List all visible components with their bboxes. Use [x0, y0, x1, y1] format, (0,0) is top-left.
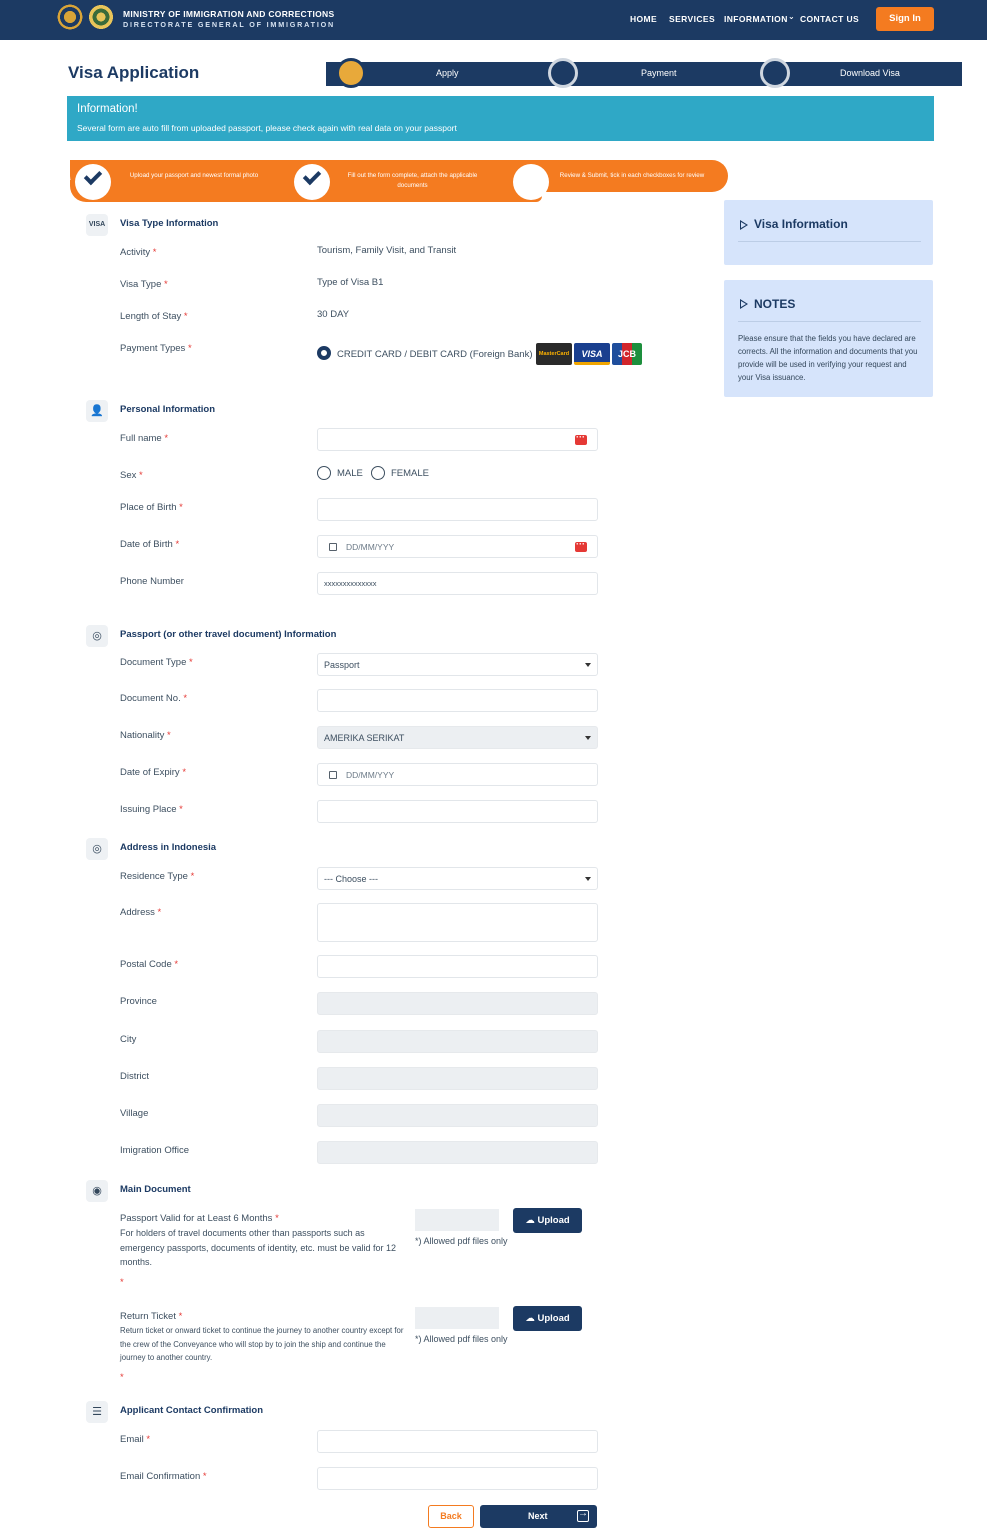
ministry-name: MINISTRY OF IMMIGRATION AND CORRECTIONS [123, 9, 335, 19]
issuing-input[interactable] [317, 800, 598, 823]
notes-title: NOTES [754, 297, 796, 311]
expiry-label: Date of Expiry * [120, 767, 187, 778]
postal-input[interactable] [317, 955, 598, 978]
date-of-birth-input[interactable] [317, 535, 598, 558]
list-icon: ☰ [86, 1401, 108, 1423]
doc-type-select[interactable] [317, 653, 598, 676]
full-name-label: Full name * [120, 433, 169, 444]
city-label: City [120, 1034, 137, 1045]
expiry-placeholder: DD/MM/YYY [346, 770, 395, 780]
notes-text: Please ensure that the fields you have declared are corrects. All the information and documents that you provide will be used in verifying your request and your Visa issuance. [738, 334, 918, 382]
doc-no-label: Document No. * [120, 693, 188, 704]
passport-file-field[interactable] [415, 1209, 499, 1231]
date-of-birth-label: Date of Birth * [120, 539, 180, 550]
residence-value: --- Choose --- [324, 874, 379, 884]
stay-label: Length of Stay * [120, 311, 188, 322]
visa-type-value: Type of Visa B1 [317, 277, 384, 288]
contact-title: Applicant Contact Confirmation [120, 1405, 264, 1416]
info-text: Several form are auto fill from uploaded passport, please check again with real data on your passport [77, 123, 457, 133]
return-ticket-label: Return Ticket * [120, 1311, 183, 1322]
province-input [317, 992, 598, 1015]
info-alert [67, 96, 934, 141]
address-title: Address in Indonesia [120, 842, 217, 853]
office-label: Imigration Office [120, 1145, 189, 1156]
residence-label: Residence Type * [120, 871, 195, 882]
ticket-file-field[interactable] [415, 1307, 499, 1329]
upload-ticket-button[interactable]: ☁ Upload [513, 1306, 582, 1331]
phone-label: Phone Number [120, 576, 184, 587]
jcb-card-icon: JCB [612, 343, 642, 365]
office-input [317, 1141, 598, 1164]
required-mark: * [120, 1277, 124, 1288]
passport-valid-label: Passport Valid for at Least 6 Months * [120, 1213, 279, 1224]
panel-divider [738, 321, 921, 322]
nav-information[interactable]: INFORMATION [724, 14, 788, 24]
nav-contact-us[interactable]: CONTACT US [800, 14, 860, 24]
back-button[interactable]: Back [428, 1505, 474, 1528]
sex-male-label: MALE [337, 468, 363, 479]
next-button[interactable] [480, 1505, 597, 1528]
document-icon: ◉ [86, 1180, 108, 1202]
next-label: Next [528, 1511, 548, 1521]
sex-female-label: FEMALE [391, 468, 430, 479]
visa-type-label: Visa Type * [120, 279, 168, 290]
visa-info-panel[interactable] [724, 200, 933, 265]
doc-type-value: Passport [324, 660, 360, 670]
step-payment-label: Payment [641, 68, 677, 78]
ticket-allowed-note: *) Allowed pdf files only [415, 1334, 508, 1344]
payment-card-radio[interactable] [317, 346, 331, 360]
immigration-emblem-icon [87, 3, 115, 31]
notes-panel [724, 280, 933, 397]
doc-no-input[interactable] [317, 689, 598, 712]
progress-step-3-text: Review & Submit, tick in each checkboxes for review [559, 172, 705, 179]
email-confirm-input[interactable] [317, 1467, 598, 1490]
progress-step-2-check-icon [294, 164, 330, 200]
activity-value: Tourism, Family Visit, and Transit [317, 245, 457, 256]
progress-step-2-text: Fill out the form complete, attach the applicable documents [347, 172, 478, 189]
progress-step-3-circle [513, 164, 549, 200]
sex-male-radio[interactable] [317, 466, 331, 480]
passport-valid-desc: For holders of travel documents other than passports such as emergency passports, documents of identity, etc. must be valid for 12 months. [120, 1228, 396, 1267]
phone-value: xxxxxxxxxxxxxx [324, 579, 377, 588]
expiry-input[interactable] [317, 763, 598, 786]
visa-type-title: Visa Type Information [120, 218, 219, 229]
email-confirm-label: Email Confirmation * [120, 1471, 207, 1482]
upload-passport-button[interactable]: ☁ Upload [513, 1208, 582, 1233]
sign-in-button[interactable]: Sign In [876, 7, 934, 31]
person-icon: 👤 [86, 400, 108, 422]
arrow-right-icon [577, 1510, 589, 1522]
nav-services[interactable]: SERVICES [669, 14, 716, 24]
caret-down-icon [585, 663, 591, 667]
passport-allowed-note: *) Allowed pdf files only [415, 1236, 508, 1246]
return-ticket-desc: Return ticket or onward ticket to continue the journey to another country except for the crew of the Conveyance who will stop by to join the ship and continue the journey to another country. [120, 1326, 404, 1362]
phone-input[interactable] [317, 572, 598, 595]
page-title: Visa Application [68, 63, 200, 82]
postal-label: Postal Code * [120, 959, 179, 970]
visa-card-icon: VISA [574, 343, 610, 365]
sex-female-radio[interactable] [371, 466, 385, 480]
nationality-select[interactable] [317, 726, 598, 749]
district-label: District [120, 1071, 150, 1082]
email-label: Email * [120, 1434, 151, 1445]
autofill-badge-icon [575, 435, 587, 445]
city-input [317, 1030, 598, 1053]
progress-step-1-text: Upload your passport and newest formal photo [129, 172, 259, 179]
province-label: Province [120, 996, 157, 1007]
step-payment-dot [548, 58, 578, 88]
info-title: Information! [77, 103, 138, 115]
play-triangle-icon [740, 220, 748, 230]
issuing-label: Issuing Place * [120, 804, 183, 815]
directorate-name: DIRECTORATE GENERAL OF IMMIGRATION [123, 20, 336, 29]
documents-title: Main Document [120, 1184, 191, 1195]
ministry-logo-icon [56, 3, 84, 31]
step-apply-dot [336, 58, 366, 88]
step-download-dot [760, 58, 790, 88]
payment-card-label: CREDIT CARD / DEBIT CARD (Foreign Bank) [337, 349, 533, 360]
passport-title: Passport (or other travel document) Information [120, 629, 337, 640]
calendar-icon [329, 543, 337, 551]
nationality-label: Nationality * [120, 730, 171, 741]
district-input [317, 1067, 598, 1090]
progress-step-1-check-icon [75, 164, 111, 200]
village-input [317, 1104, 598, 1127]
calendar-icon [329, 771, 337, 779]
stay-value: 30 DAY [317, 309, 350, 320]
doc-type-label: Document Type * [120, 657, 193, 668]
visa-info-title: Visa Information [754, 217, 848, 231]
chevron-down-icon[interactable]: ⌄ [788, 12, 796, 21]
caret-down-icon [585, 736, 591, 740]
step-apply-label: Apply [436, 68, 459, 78]
caret-down-icon [585, 877, 591, 881]
activity-label: Activity * [120, 247, 157, 258]
personal-title: Personal Information [120, 404, 216, 415]
mastercard-icon: MasterCard [536, 343, 572, 365]
step-download-label: Download Visa [840, 68, 900, 78]
village-label: Village [120, 1108, 149, 1119]
top-navbar [0, 0, 987, 40]
residence-select[interactable] [317, 867, 598, 890]
full-name-input[interactable] [317, 428, 598, 451]
place-of-birth-input[interactable] [317, 498, 598, 521]
email-input[interactable] [317, 1430, 598, 1453]
dob-placeholder: DD/MM/YYY [346, 542, 395, 552]
panel-divider [738, 241, 921, 242]
address-textarea[interactable] [317, 903, 598, 942]
sex-label: Sex * [120, 470, 143, 481]
payment-label: Payment Types * [120, 343, 192, 354]
place-of-birth-label: Place of Birth * [120, 502, 183, 513]
visa-icon: VISA [86, 214, 108, 236]
autofill-badge-icon [575, 542, 587, 552]
required-mark: * [120, 1372, 124, 1383]
nav-home[interactable]: HOME [630, 14, 658, 24]
play-triangle-icon [740, 299, 748, 309]
passport-icon: ◎ [86, 625, 108, 647]
address-label: Address * [120, 907, 162, 918]
location-icon: ◎ [86, 838, 108, 860]
nationality-value: AMERIKA SERIKAT [324, 733, 405, 743]
